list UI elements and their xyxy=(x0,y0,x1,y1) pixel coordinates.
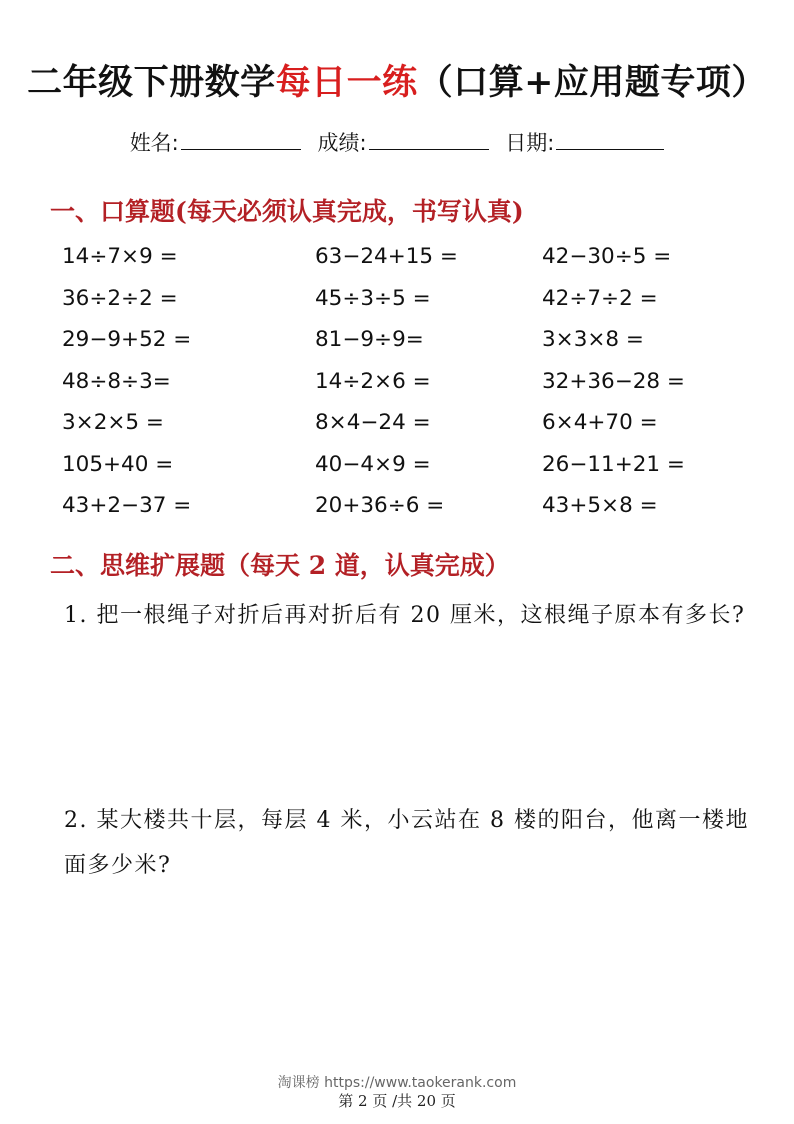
word-problem-1: 1. 把一根绳子对折后再对折后有 20 厘米，这根绳子原本有多长? xyxy=(64,603,746,628)
math-item: 14÷7×9 = xyxy=(62,244,178,269)
date-field xyxy=(505,127,664,157)
math-item: 29−9+52 = xyxy=(62,327,192,352)
math-item: 42−30÷5 = xyxy=(542,244,672,269)
title-highlight: 每日一练 xyxy=(275,62,418,103)
section-title-mental-math: 一、口算题(每天必须认真完成，书写认真) xyxy=(50,197,524,226)
math-row xyxy=(62,326,762,368)
math-item: 43+2−37 = xyxy=(62,493,192,518)
math-item: 20+36÷6 = xyxy=(315,493,445,518)
name-blank xyxy=(181,129,301,150)
math-row xyxy=(62,368,762,410)
math-item: 26−11+21 = xyxy=(542,451,685,477)
score-label: 成绩: xyxy=(317,131,367,155)
title-part3: （口算+应用题专项） xyxy=(417,62,767,103)
math-row xyxy=(62,409,762,451)
footer-page-number: 第 2 页 /共 20 页 xyxy=(338,1092,456,1110)
math-item: 8×4−24 = xyxy=(315,410,431,435)
math-item: 14÷2×6 = xyxy=(315,368,431,394)
mental-math-grid xyxy=(62,243,762,534)
footer-site: 淘课榜 https://www.taokerank.com xyxy=(277,1075,517,1091)
math-item: 48÷8÷3= xyxy=(62,368,171,394)
name-label: 姓名: xyxy=(129,131,179,155)
math-item: 81−9÷9= xyxy=(315,327,424,352)
date-blank xyxy=(556,129,664,150)
math-item: 42÷7÷2 = xyxy=(542,285,658,311)
title-part1: 二年级下册数学 xyxy=(27,62,276,103)
math-item: 63−24+15 = xyxy=(315,244,458,269)
math-row xyxy=(62,285,762,327)
math-item: 40−4×9 = xyxy=(315,451,431,477)
score-field xyxy=(317,127,488,157)
info-line xyxy=(0,127,794,157)
math-item: 32+36−28 = xyxy=(542,368,685,394)
math-item: 45÷3÷5 = xyxy=(315,285,431,311)
math-item: 105+40 = xyxy=(62,451,174,477)
math-item: 3×3×8 = xyxy=(542,327,644,352)
date-label: 日期: xyxy=(505,131,555,155)
math-item: 43+5×8 = xyxy=(542,493,658,518)
score-blank xyxy=(369,129,489,150)
math-item: 3×2×5 = xyxy=(62,410,164,435)
page-title xyxy=(0,55,794,105)
word-problem-2: 2. 某大楼共十层，每层 4 米，小云站在 8 楼的阳台，他离一楼地面多少米? xyxy=(64,808,749,878)
name-field xyxy=(130,127,301,157)
math-row xyxy=(62,243,762,285)
math-row xyxy=(62,492,762,534)
math-item: 6×4+70 = xyxy=(542,410,658,435)
math-row xyxy=(62,451,762,493)
math-item: 36÷2÷2 = xyxy=(62,285,178,311)
section-title-word-problems: 二、思维扩展题（每天 2 道，认真完成） xyxy=(50,551,510,580)
